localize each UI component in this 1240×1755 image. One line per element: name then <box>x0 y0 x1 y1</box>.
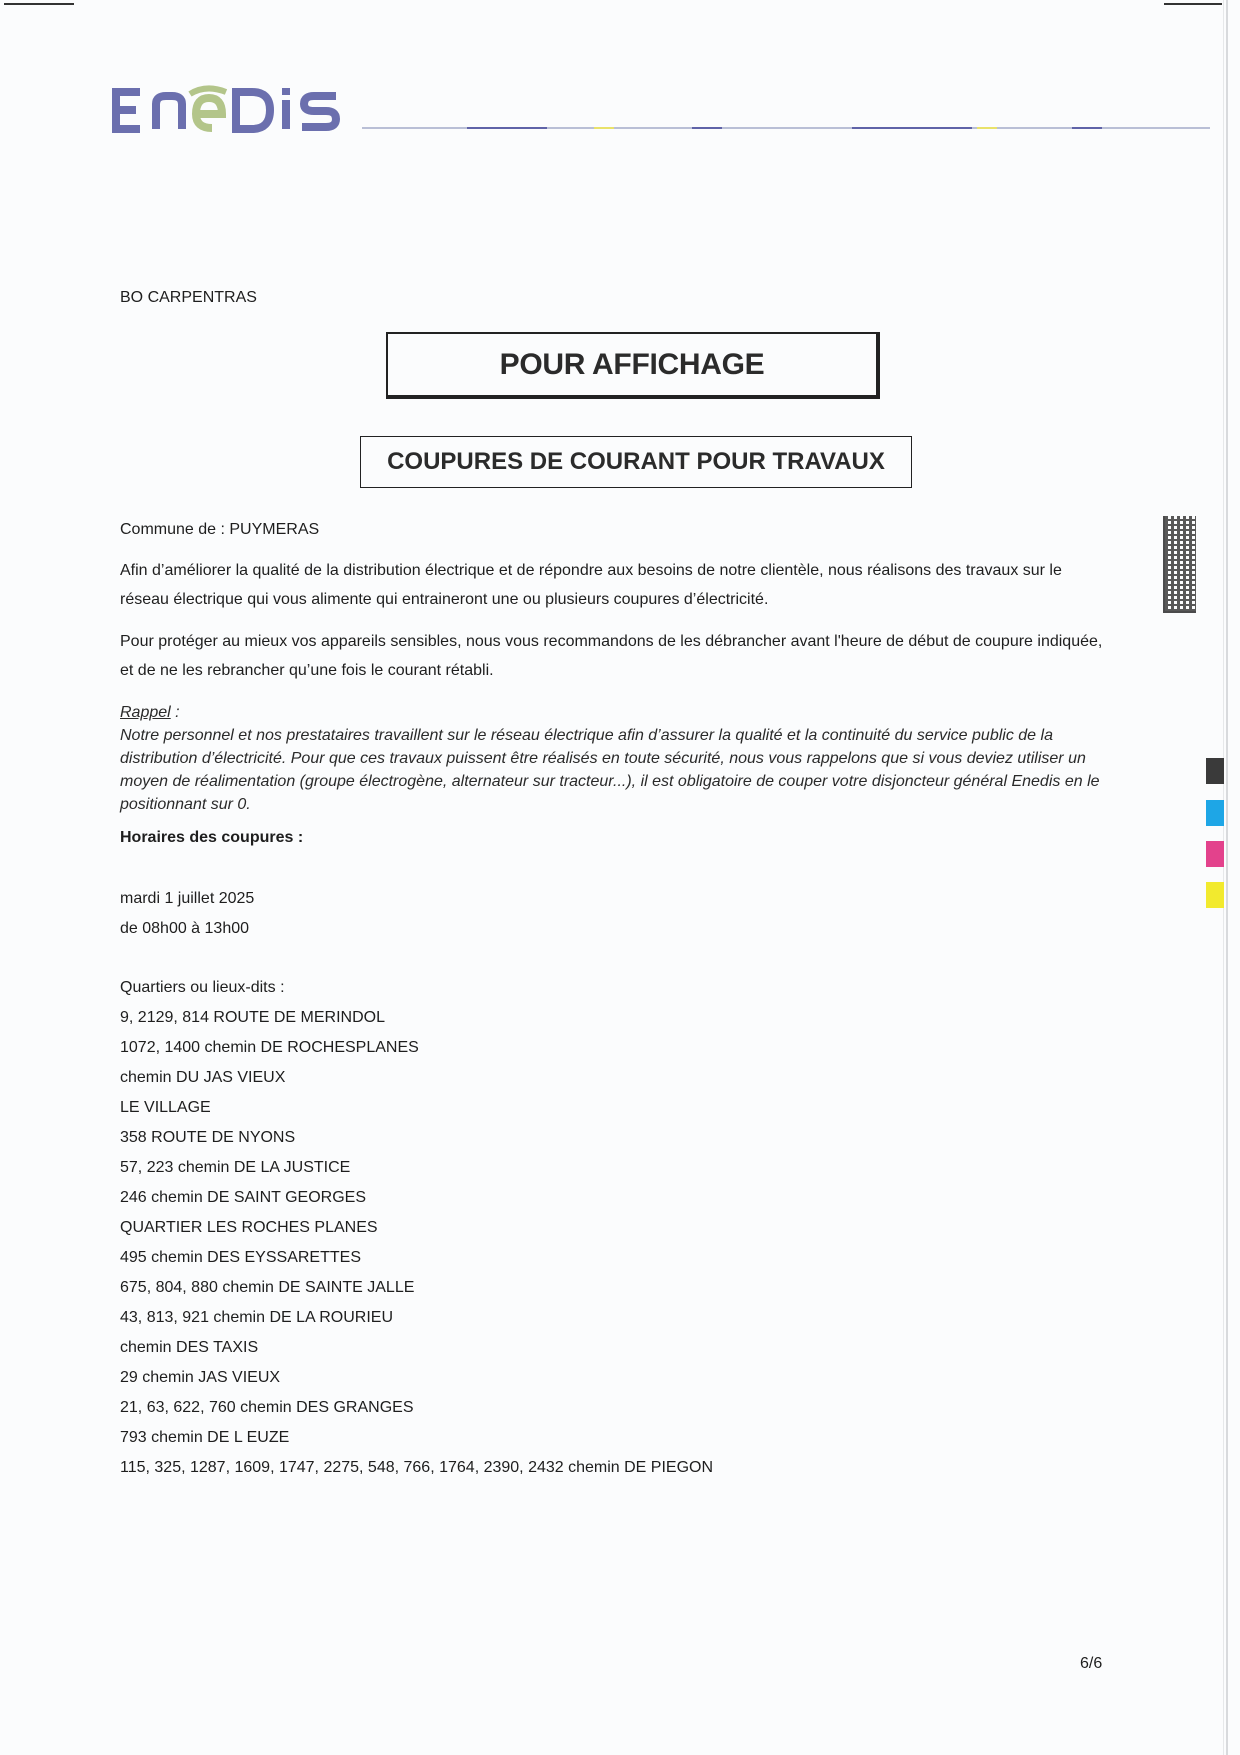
enedis-logo <box>110 82 346 138</box>
scan-mark-right <box>1164 3 1222 5</box>
list-item: 43, 813, 921 chemin DE LA ROURIEU <box>120 1309 394 1326</box>
header-rule <box>362 127 1210 129</box>
list-item: 57, 223 chemin DE LA JUSTICE <box>120 1159 351 1176</box>
list-item: 793 chemin DE L EUZE <box>120 1429 290 1446</box>
list-item: 21, 63, 622, 760 chemin DES GRANGES <box>120 1399 414 1416</box>
schedule-date: mardi 1 juillet 2025 <box>120 890 255 907</box>
list-item: LE VILLAGE <box>120 1099 211 1116</box>
swatch-cyan <box>1206 800 1224 826</box>
list-item: chemin DES TAXIS <box>120 1339 259 1356</box>
rappel-body: Notre personnel et nos prestataires travaillent sur le réseau électrique afin d’assurer la qualité et la continuité du service public de la distribution d’électricité. Pour que ces travaux puissent être réalisés en toute sécurité, nous vous rappelons que si vous deviez utiliser un moyen de réalimentation (groupe électrogène, alternateur sur tracteur...), il est obligatoire de couper votre disjoncteur général Enedis en le positionnant sur 0. <box>120 727 1100 813</box>
list-item: 29 chemin JAS VIEUX <box>120 1369 281 1386</box>
quartiers-list <box>120 973 713 1483</box>
datamatrix-code <box>1163 516 1194 611</box>
list-item: 246 chemin DE SAINT GEORGES <box>120 1189 367 1206</box>
list-item: 9, 2129, 814 ROUTE DE MERINDOL <box>120 1009 385 1026</box>
office-name: BO CARPENTRAS <box>120 289 257 306</box>
protection-paragraph: Pour protéger au mieux vos appareils sensibles, nous vous recommandons de les débrancher avant l'heure de début de coupure indiquée, et de ne les rebrancher qu’une fois le courant rétabli. <box>120 633 1103 679</box>
horaires-title: Horaires des coupures : <box>120 829 304 846</box>
schedule <box>120 884 254 944</box>
swatch-magenta <box>1206 841 1224 867</box>
intro-paragraph: Afin d’améliorer la qualité de la distribution électrique et de répondre aux besoins de notre clientèle, nous réalisons des travaux sur le réseau électrique qui vous alimente qui entraineront une ou plusieurs coupures d’électricité. <box>120 562 1062 608</box>
list-item: 115, 325, 1287, 1609, 1747, 2275, 548, 766, 1764, 2390, 2432 chemin DE PIEGON <box>120 1459 714 1476</box>
list-item: 358 ROUTE DE NYONS <box>120 1129 296 1146</box>
swatch-black <box>1206 758 1224 784</box>
rappel-title: Rappel <box>120 704 171 721</box>
pour-affichage-title: POUR AFFICHAGE <box>386 332 880 399</box>
list-item: 1072, 1400 chemin DE ROCHESPLANES <box>120 1039 419 1056</box>
commune: Commune de : PUYMERAS <box>120 521 320 538</box>
coupures-title: COUPURES DE COURANT POUR TRAVAUX <box>360 436 912 488</box>
quartiers-title: Quartiers ou lieux-dits : <box>120 979 285 996</box>
page-number: 6/6 <box>1080 1655 1103 1672</box>
rappel-block <box>120 701 1110 816</box>
list-item: chemin DU JAS VIEUX <box>120 1069 286 1086</box>
scan-mark-left <box>4 3 74 5</box>
scan-edge-inner <box>1223 0 1224 1755</box>
schedule-time: de 08h00 à 13h00 <box>120 920 250 937</box>
list-item: 495 chemin DES EYSSARETTES <box>120 1249 361 1266</box>
scan-edge <box>1226 0 1228 1755</box>
list-item: QUARTIER LES ROCHES PLANES <box>120 1219 378 1236</box>
swatch-yellow <box>1206 882 1224 908</box>
list-item: 675, 804, 880 chemin DE SAINTE JALLE <box>120 1279 415 1296</box>
rappel-colon: : <box>170 704 180 721</box>
